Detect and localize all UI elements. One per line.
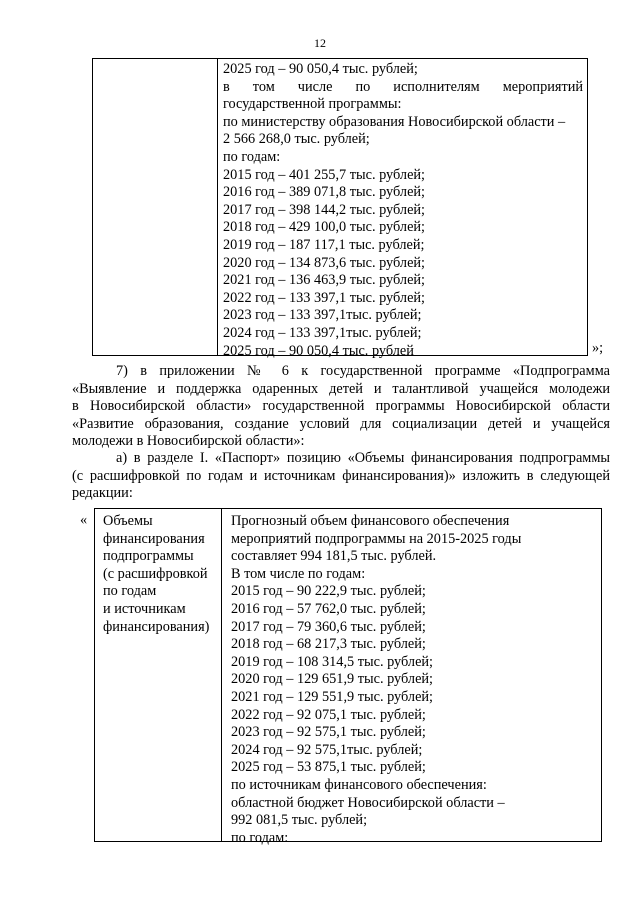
table1-line: 2023 год – 133 397,1тыс. рублей; (223, 307, 422, 324)
table2-line: 992 081,5 тыс. рублей; (231, 812, 368, 829)
label-line: Объемы (103, 513, 153, 529)
table2-line: по источникам финансового обеспечения: (231, 776, 487, 793)
table1-line: по годам: (223, 148, 281, 165)
table2-line: 2016 год – 57 762,0 тыс. рублей; (231, 600, 426, 617)
paragraph-line: редакции: (72, 485, 133, 502)
paragraph-line: в Новосибирской области» государственной программы Новосибирской области (72, 398, 610, 415)
table1-line: 2024 год – 133 397,1тыс. рублей; (223, 324, 422, 341)
table2-line: 2025 год – 53 875,1 тыс. рублей; (231, 759, 426, 776)
table1-line: 2016 год – 389 071,8 тыс. рублей; (223, 184, 426, 201)
table2-line: 2023 год – 92 575,1 тыс. рублей; (231, 724, 426, 741)
table2-line: 2021 год – 129 551,9 тыс. рублей; (231, 688, 434, 705)
table1-line: 2025 год – 90 050,4 тыс. рублей; (223, 61, 418, 77)
table2-line: 2020 год – 129 651,9 тыс. рублей; (231, 671, 434, 688)
table1-line: 2021 год – 136 463,9 тыс. рублей; (223, 272, 426, 289)
table2-line: областной бюджет Новосибирской области – (231, 794, 505, 811)
label-line: по годам (103, 583, 157, 600)
table2-line: по годам: (231, 829, 289, 846)
table1-line: 2015 год – 401 255,7 тыс. рублей; (223, 166, 426, 183)
table2-line: В том числе по годам: (231, 565, 366, 582)
paragraph-line: «Выявление и поддержка одаренных детей и талантливой учащейся молодежи (72, 380, 610, 397)
label-line: и источникам (103, 600, 186, 617)
paragraph-line: «Развитие образования, создание условий для социализации детей и учащейся (72, 415, 610, 432)
table2-line: составляет 994 181,5 тыс. рублей. (231, 548, 437, 565)
closing-quote: »; (592, 340, 604, 356)
table2-line: Прогнозный объем финансового обеспечения (231, 513, 510, 529)
row-label-cell (103, 513, 219, 636)
paragraph-line: (с расшифровкой по годам и источникам финансирования)» изложить в следующей (72, 467, 610, 484)
table1-line: 2019 год – 187 117,1 тыс. рублей; (223, 236, 425, 253)
table1-line: 2 566 268,0 тыс. рублей; (223, 131, 370, 148)
column-divider (221, 509, 222, 841)
page-number: 12 (314, 36, 326, 50)
paragraph-line: молодежи в Новосибирской области»: (72, 433, 305, 450)
label-line: финансирования) (103, 618, 210, 635)
table2-line: 2019 год – 108 314,5 тыс. рублей; (231, 653, 434, 670)
funding-values-cell (223, 61, 583, 360)
paragraph-line: 7) в приложении № 6 к государственной программе «Подпрограмма (116, 363, 610, 379)
label-line: финансирования (103, 530, 205, 547)
paragraph-7 (72, 363, 610, 451)
table1-line: 2025 год – 90 050,4 тыс. рублей (223, 342, 414, 359)
funding-values-cell (231, 513, 597, 847)
opening-quote: « (80, 512, 88, 528)
table2-line: мероприятий подпрограммы на 2015-2025 годы (231, 530, 522, 547)
column-divider (217, 59, 218, 355)
table1-line: государственной программы: (223, 96, 402, 113)
table2-line: 2015 год – 90 222,9 тыс. рублей; (231, 583, 426, 600)
table1-line: в том числе по исполнителям мероприятий (223, 78, 583, 95)
table1-line: 2022 год – 133 397,1 тыс. рублей; (223, 289, 426, 306)
funding-table-continuation (92, 58, 588, 359)
table2-line: 2018 год – 68 217,3 тыс. рублей; (231, 636, 426, 653)
table1-line: 2017 год – 398 144,2 тыс. рублей; (223, 201, 426, 218)
table1-line: по министерству образования Новосибирской области – (223, 113, 566, 130)
table2-line: 2022 год – 92 075,1 тыс. рублей; (231, 706, 426, 723)
subprogram-funding-table (94, 508, 602, 846)
label-line: подпрограммы (103, 548, 194, 565)
paragraph-line: а) в разделе I. «Паспорт» позицию «Объемы финансирования подпрограммы (116, 450, 610, 466)
table2-line: 2017 год – 79 360,6 тыс. рублей; (231, 618, 426, 635)
label-line: (с расшифровкой (103, 565, 208, 582)
table1-line: 2020 год – 134 873,6 тыс. рублей; (223, 254, 426, 271)
table2-line: 2024 год – 92 575,1тыс. рублей; (231, 741, 423, 758)
table1-line: 2018 год – 429 100,0 тыс. рублей; (223, 219, 426, 236)
paragraph-a (72, 450, 610, 503)
